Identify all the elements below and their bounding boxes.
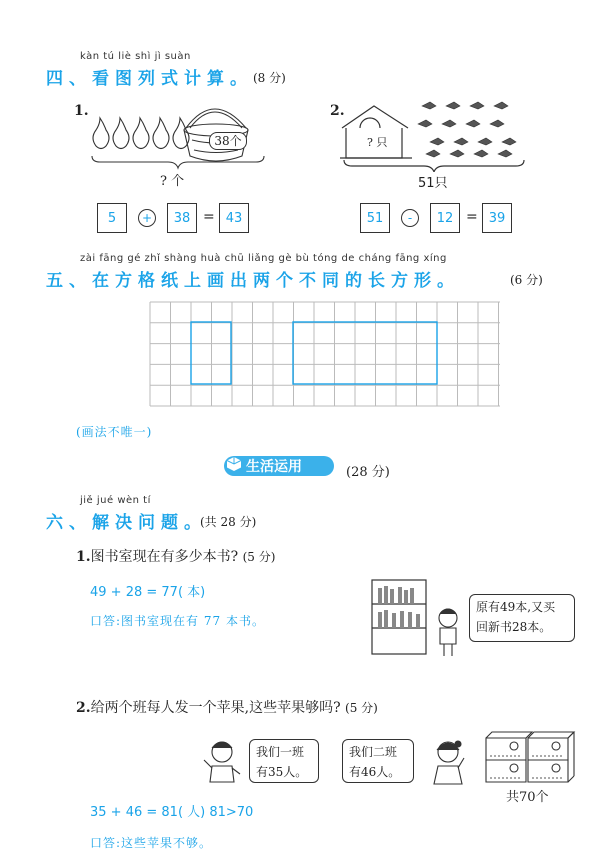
banner-label: 生活运用 [246,459,302,475]
q1-question-label: ? 个 [160,174,185,189]
banner-score: (28 分) [346,465,390,480]
q2-operator[interactable]: - [401,209,419,227]
q2-equals: = [466,209,478,225]
q2-answer-b[interactable]: 12 [430,203,460,233]
total-birds-label: 51只 [418,176,448,191]
section5-note: (画法不唯一) [76,425,153,439]
q1-operator[interactable]: + [138,209,156,227]
s6-q1-answer: 口答:图书室现在有 77 本书。 [90,614,265,628]
s6-q2-bubble-class1: 我们一班 有35人。 [249,739,319,783]
section6-pinyin: jiě jué wèn tí [80,495,151,506]
s6-q2-calc: 35 + 46 = 81( 人) 81>70 [90,805,254,820]
q2-answer-result[interactable]: 39 [482,203,512,233]
q1-answer-result[interactable]: 43 [219,203,249,233]
s6-q1-question: 1.图书室现在有多少本书? (5 分) [76,549,276,565]
section4-title: 四、看图列式计算。 [46,69,253,89]
q1-equals: = [203,209,215,225]
q1-answer-b[interactable]: 38 [167,203,197,233]
q2-number: 2. [330,103,345,119]
house-label: ? 只 [367,136,388,149]
boy-illustration [200,738,244,788]
grid-paper[interactable] [148,300,503,408]
q1-answer-a[interactable]: 5 [97,203,127,233]
pears-basket-illustration [88,100,278,180]
section5-pinyin: zài fāng gé zhǐ shàng huà chū liǎng gè bù tóng de cháng fāng xíng [80,253,447,264]
q2-answer-a[interactable]: 51 [360,203,390,233]
s6-q1-speech-bubble: 原有49本,又买 回新书28本。 [469,594,575,642]
basket-label: 38个 [209,132,247,150]
section6-score: (共 28 分) [200,515,257,529]
section-banner [224,456,334,476]
s6-q2-bubble-class2: 我们二班 有46人。 [342,739,414,783]
s6-q1-calc: 49 + 28 = 77( 本) [90,585,206,600]
cube-icon [226,456,242,476]
section4-pinyin: kàn tú liè shì jì suàn [80,51,191,62]
section5-title: 五、在方格纸上画出两个不同的长方形。 [46,271,460,291]
q1-number: 1. [74,103,89,119]
rectangle-2 [293,322,437,384]
s6-q2-answer: 口答:这些苹果不够。 [90,836,213,850]
s6-q2-question: 2.给两个班每人发一个苹果,这些苹果够吗? (5 分) [76,700,378,716]
section4-score: (8 分) [253,71,286,85]
apple-boxes-label: 共70个 [506,790,549,805]
section5-score: (6 分) [510,273,543,287]
section6-title: 六、解决问题。 [46,513,207,533]
bookshelf-illustration [370,578,468,660]
apple-boxes-illustration [484,730,576,786]
girl-illustration [428,738,468,790]
